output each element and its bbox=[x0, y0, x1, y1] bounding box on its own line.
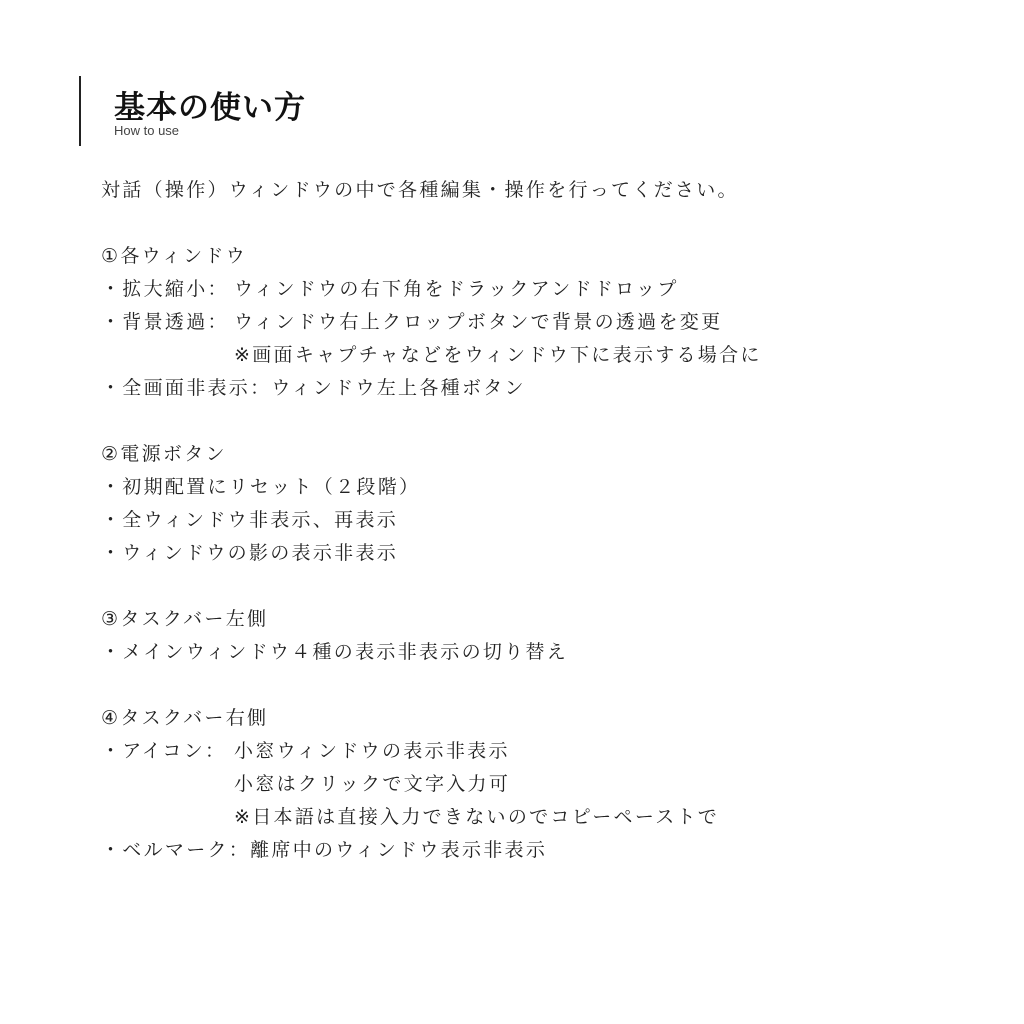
spacer bbox=[101, 207, 1001, 240]
section-1-row-resize bbox=[101, 273, 1001, 306]
section-4-row-bell: ・ベルマーク：離席中のウィンドウ表示非表示 bbox=[101, 839, 548, 861]
row-label: ・背景透過： bbox=[101, 311, 229, 333]
row-note: ※日本語は直接入力できないのでコピーペーストで bbox=[234, 806, 720, 828]
section-4-row-icon-note-2 bbox=[101, 801, 1001, 834]
section-2-row-toggle-all: ・全ウィンドウ非表示、再表示 bbox=[101, 509, 399, 531]
spacer bbox=[101, 405, 1001, 438]
row-text: ウィンドウの右下角をドラックアンドドロップ bbox=[234, 278, 679, 300]
row-label: ・アイコン： bbox=[101, 740, 227, 762]
section-4-row-icon-note-1 bbox=[101, 768, 1001, 801]
section-2-heading: ②電源ボタン bbox=[101, 443, 227, 465]
row-note: ※画面キャプチャなどをウィンドウ下に表示する場合に bbox=[234, 344, 762, 366]
section-1-row-hide: ・全画面非表示：ウィンドウ左上各種ボタン bbox=[101, 377, 526, 399]
row-label: ・拡大縮小： bbox=[101, 278, 229, 300]
section-4-row-icon bbox=[101, 735, 1001, 768]
row-note: 小窓はクリックで文字入力可 bbox=[234, 773, 511, 795]
intro-text: 対話（操作）ウィンドウの中で各種編集・操作を行ってください。 bbox=[101, 179, 739, 201]
page-title: 基本の使い方 bbox=[114, 90, 306, 126]
row-text: 小窓ウィンドウの表示非表示 bbox=[234, 740, 510, 762]
section-1-heading: ①各ウィンドウ bbox=[101, 245, 247, 267]
header-accent-bar bbox=[79, 76, 81, 146]
section-1-row-transparency bbox=[101, 306, 1001, 339]
section-3-heading: ③タスクバー左側 bbox=[101, 608, 269, 630]
instructions-body bbox=[101, 174, 1001, 867]
spacer bbox=[101, 570, 1001, 603]
section-4-heading: ④タスクバー右側 bbox=[101, 707, 269, 729]
row-text: ウィンドウ右上クロップボタンで背景の透過を変更 bbox=[234, 311, 723, 333]
section-2-row-shadow: ・ウィンドウの影の表示非表示 bbox=[101, 542, 399, 564]
page-subtitle: How to use bbox=[114, 123, 180, 138]
section-1-row-transparency-note bbox=[101, 339, 1001, 372]
spacer bbox=[101, 669, 1001, 702]
section-2-row-reset: ・初期配置にリセット（２段階） bbox=[101, 476, 421, 498]
section-3-row-main-windows: ・メインウィンドウ４種の表示非表示の切り替え bbox=[101, 641, 569, 663]
